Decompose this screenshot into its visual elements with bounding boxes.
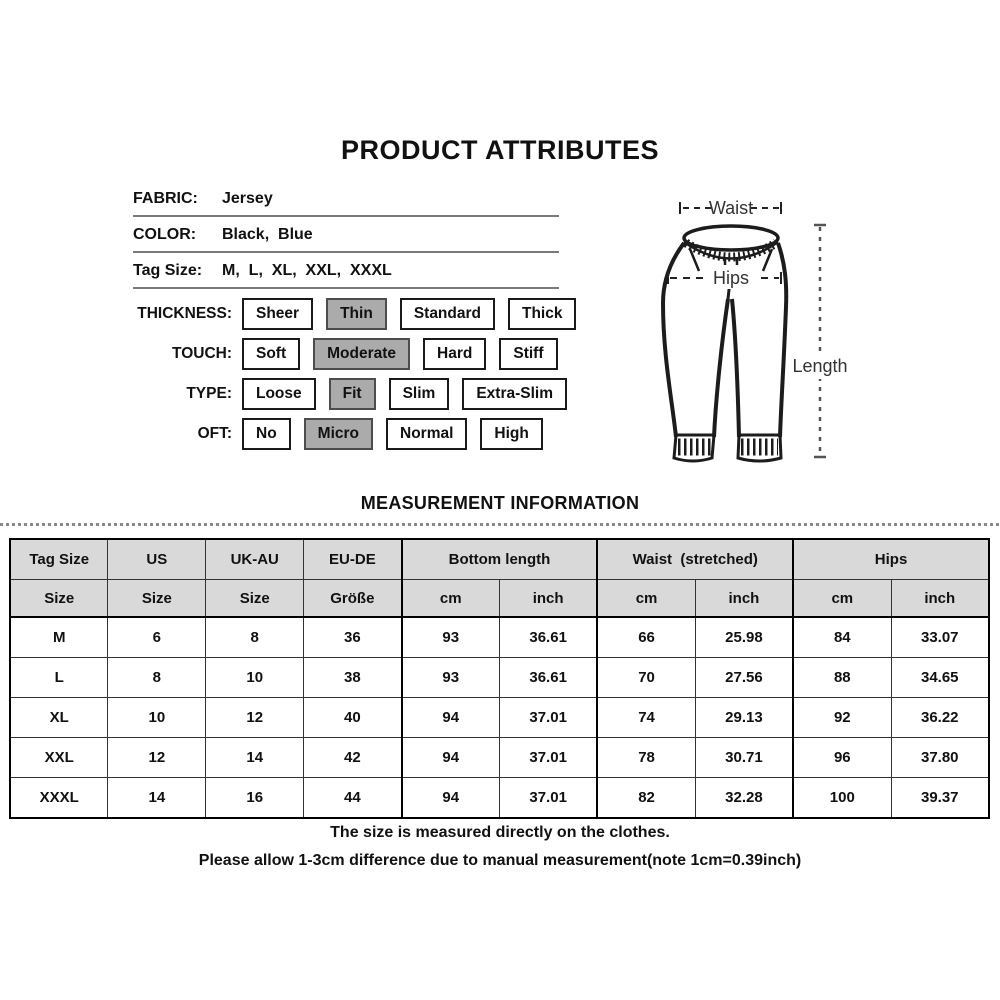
table-header-group-row [10,539,989,580]
type-chips [242,378,567,410]
col-header-us: US [108,539,206,580]
length-label: Length [792,356,848,376]
attribute-row-color [133,217,559,253]
oft-chips [242,418,543,450]
table-cell: 37.01 [499,698,597,738]
option-row-touch [118,334,576,374]
unit-header: inch [695,580,793,618]
table-header-unit-row [10,580,989,618]
option-chip: High [480,418,542,450]
table-cell: 30.71 [695,738,793,778]
table-cell: 94 [402,698,500,738]
table-cell: 36.61 [499,658,597,698]
tag-size-label: Tag Size: [133,262,203,279]
unit-header: Size [206,580,304,618]
length-measure-line [814,225,826,457]
table-cell: 92 [793,698,891,738]
table-cell: L [10,658,108,698]
table-cell: 70 [597,658,695,698]
unit-header: Size [108,580,206,618]
measurement-heading: MEASUREMENT INFORMATION [360,493,640,513]
option-chip: Loose [242,378,316,410]
table-cell: 34.65 [891,658,989,698]
table-cell: 14 [206,738,304,778]
table-cell: 36.22 [891,698,989,738]
tag-size-value: M, L, XL, XXL, XXXL [222,262,392,279]
table-cell: 36 [304,617,402,658]
table-cell: 6 [108,617,206,658]
waist-label: Waist [708,198,754,218]
table-cell: 12 [108,738,206,778]
option-chip: Stiff [499,338,557,370]
table-cell: 10 [108,698,206,738]
option-chip: Micro [304,418,373,450]
option-chip: Sheer [242,298,313,330]
table-cell: 42 [304,738,402,778]
table-cell: 84 [793,617,891,658]
option-chip: No [242,418,291,450]
unit-header: Size [10,580,108,618]
table-row [10,617,989,658]
col-header-uk-au: UK-AU [206,539,304,580]
table-cell: 40 [304,698,402,738]
table-cell: 96 [793,738,891,778]
fabric-label: FABRIC: [133,190,198,207]
option-chip: Thin [326,298,387,330]
page-title: PRODUCT ATTRIBUTES [341,135,659,165]
col-header-eu-de: EU-DE [304,539,402,580]
table-cell: 36.61 [499,617,597,658]
table-cell: 38 [304,658,402,698]
table-cell: 66 [597,617,695,658]
option-row-type [118,374,576,414]
table-cell: XL [10,698,108,738]
table-cell: 37.01 [499,778,597,819]
option-row-oft [118,414,576,454]
table-cell: 88 [793,658,891,698]
footer-notes [0,819,1000,875]
type-label: TYPE: [186,385,232,402]
table-cell: 33.07 [891,617,989,658]
table-cell: 74 [597,698,695,738]
table-cell: 39.37 [891,778,989,819]
unit-header: inch [499,580,597,618]
table-cell: 16 [206,778,304,819]
table-cell: 94 [402,738,500,778]
table-cell: 12 [206,698,304,738]
table-cell: XXL [10,738,108,778]
color-value: Black, Blue [222,226,313,243]
table-cell: 37.80 [891,738,989,778]
fabric-value: Jersey [222,190,273,207]
option-chip: Standard [400,298,495,330]
option-chip: Slim [389,378,450,410]
option-chip: Extra-Slim [462,378,567,410]
attribute-row-tag-size [133,253,559,289]
unit-header: inch [891,580,989,618]
col-header-waist: Waist (stretched) [597,539,793,580]
measurement-table [9,538,990,819]
touch-chips [242,338,558,370]
table-cell: 82 [597,778,695,819]
table-cell: 93 [402,617,500,658]
table-cell: 94 [402,778,500,819]
attribute-list [133,181,559,289]
table-row [10,698,989,738]
col-header-hips: Hips [793,539,989,580]
option-row-thickness [118,294,576,334]
option-chip: Hard [423,338,486,370]
table-row [10,778,989,819]
option-chip: Soft [242,338,300,370]
option-chip: Thick [508,298,576,330]
table-cell: 44 [304,778,402,819]
color-label: COLOR: [133,226,197,243]
unit-header: cm [597,580,695,618]
table-cell: 14 [108,778,206,819]
touch-label: TOUCH: [172,345,232,362]
table-row [10,658,989,698]
table-header [10,539,989,617]
table-cell: 10 [206,658,304,698]
note-measured-on-clothes: The size is measured directly on the clothes. [330,824,670,841]
option-chip: Fit [329,378,376,410]
table-cell: 100 [793,778,891,819]
table-cell: XXXL [10,778,108,819]
table-cell: 37.01 [499,738,597,778]
table-cell: 93 [402,658,500,698]
dotted-separator [0,523,1000,526]
table-cell: 78 [597,738,695,778]
oft-label: OFT: [197,425,232,442]
unit-header: Größe [304,580,402,618]
table-cell: 27.56 [695,658,793,698]
table-cell: 25.98 [695,617,793,658]
table-cell: 8 [206,617,304,658]
option-chip: Moderate [313,338,410,370]
note-manual-measurement: Please allow 1-3cm difference due to manual measurement(note 1cm=0.39inch) [198,852,802,869]
table-body [10,617,989,818]
col-header-bottom-length: Bottom length [402,539,598,580]
table-cell: 29.13 [695,698,793,738]
thickness-label: THICKNESS: [137,305,232,322]
table-cell: M [10,617,108,658]
option-chip: Normal [386,418,467,450]
pants-diagram [635,185,965,480]
col-header-tag-size: Tag Size [10,539,108,580]
pants-outline-icon [663,226,786,461]
table-cell: 32.28 [695,778,793,819]
attribute-row-fabric [133,181,559,217]
thickness-chips [242,298,576,330]
unit-header: cm [793,580,891,618]
table-cell: 8 [108,658,206,698]
option-rows [118,294,576,454]
table-row [10,738,989,778]
hips-label: Hips [712,268,750,288]
unit-header: cm [402,580,500,618]
